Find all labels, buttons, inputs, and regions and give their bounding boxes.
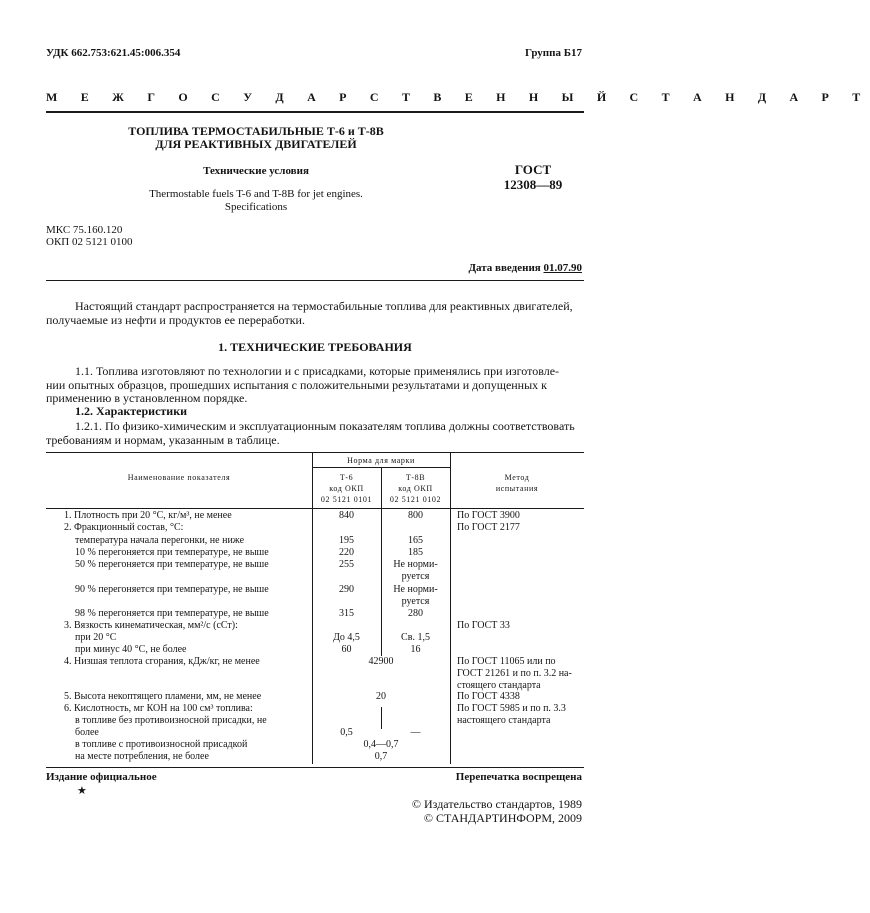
row-16-both: 0,4—0,7 [363,739,399,750]
subtitle: Технические условия [203,165,309,177]
row-7-t6: 315 [339,608,354,619]
row-9-name: при 20 °С [75,632,117,643]
row-11-method-2: ГОСТ 21261 и по п. 3.2 на- [457,668,572,679]
row-3-t6: 195 [339,535,354,546]
bottom-rule [46,767,584,768]
mks-code: МКС 75.160.120 [46,224,123,236]
row-11-method-3: стоящего стандарта [457,680,541,691]
header-t8-2: код ОКП [398,484,433,493]
header-t6-3: 02 5121 0101 [320,495,373,504]
gost-label: ГОСТ [514,162,552,177]
row-16-name: в топливе с противоизносной присадкой [75,739,248,750]
row-12-method: По ГОСТ 4338 [457,691,520,702]
introduction-date [468,262,582,274]
row-5-t8-cont: руется [401,571,430,582]
row-2-name: 2. Фракционный состав, °С: [64,522,184,533]
english-title-2: Specifications [224,201,288,213]
row-4-name: 10 % перегоняется при температуре, не выше [75,547,269,558]
row-14-name: в топливе без противоизносной присадки, не [75,715,267,726]
row-6-t6: 290 [339,584,354,595]
row-10-t8: 16 [410,644,421,655]
row-13-method-1: По ГОСТ 5985 и по п. 3.3 [457,703,566,714]
standard-banner: М Е Ж Г О С У Д А Р С Т В Е Н Н Ы Й С Т А Н Д А Р Т [46,90,870,104]
row-9-t6: До 4,5 [333,632,360,643]
row-8-name: 3. Вязкость кинематическая, мм²/с (сСт): [64,620,238,631]
body-divider-3 [450,508,451,764]
intro-date-label: Дата введения [468,262,541,274]
table-header-rule [46,508,584,509]
row-15-t6: 0,5 [340,727,353,738]
row-10-name: при минус 40 °С, не более [75,644,187,655]
top-rule [46,280,584,281]
header-method-2: испытания [495,484,539,493]
row-11-both: 42900 [368,656,394,667]
row-4-t8: 185 [408,547,423,558]
row-10-t6: 60 [341,644,352,655]
official-edition: Издание официальное [46,771,157,783]
row-11-method-1: По ГОСТ 11065 или по [457,656,556,667]
row-17-name: на месте потребления, не более [75,751,209,762]
gost-number: 12308—89 [503,177,563,192]
row-7-t8: 280 [408,608,423,619]
row-12-both: 20 [376,691,386,702]
row-1-t6: 840 [339,510,354,521]
intro-line-1: Настоящий стандарт распространяется на термостабильные топлива для реактивных двигателей, [75,299,573,313]
title-line-1: ТОПЛИВА ТЕРМОСТАБИЛЬНЫЕ Т-6 и Т-8В [128,124,384,138]
english-title-1: Thermostable fuels T-6 and T-8B for jet engines. [149,188,363,200]
row-7-name: 98 % перегоняется при температуре, не выше [75,608,269,619]
star-mark: ★ [77,785,87,797]
header-t6-2: код ОКП [329,484,364,493]
banner-rule [46,111,584,113]
udk-code: УДК 662.753:621.45:006.354 [46,47,181,59]
p12-heading: 1.2. Характеристики [75,404,188,418]
row-11-name: 4. Низшая теплота сгорания, кДж/кг, не менее [64,656,260,667]
row-15-t8: — [410,727,421,738]
row-8-method: По ГОСТ 33 [457,620,510,631]
row-1-name: 1. Плотность при 20 °С, кг/м³, не менее [64,510,232,521]
header-t8-1: Т-8В [405,473,426,482]
row-4-t6: 220 [339,547,354,558]
intro-date-value: 01.07.90 [543,262,582,274]
intro-line-2: получаемые из нефти и продуктов ее переработки. [46,313,305,327]
header-norm: Норма для марки [347,456,415,465]
group-code: Группа Б17 [525,47,582,59]
row-17-both: 0,7 [374,751,388,762]
row-3-t8: 165 [408,535,423,546]
row-6-name: 90 % перегоняется при температуре, не выше [75,584,269,595]
section-1-heading: 1. ТЕХНИЧЕСКИЕ ТРЕБОВАНИЯ [218,340,412,354]
row-13-method-2: настоящего стандарта [457,715,551,726]
row-1-method: По ГОСТ 3900 [457,510,520,521]
row-1-t8: 800 [408,510,423,521]
title-line-2: ДЛЯ РЕАКТИВНЫХ ДВИГАТЕЛЕЙ [155,137,357,151]
row-6-t8: Не норми- [393,584,438,595]
copyright-2: © СТАНДАРТИНФОРМ, 2009 [423,811,582,825]
p121-line-2: требованиям и нормам, указанным в таблице. [46,433,280,447]
copyright-1: © Издательство стандартов, 1989 [411,797,582,811]
p11-line-1: 1.1. Топлива изготовляют по технологии и с присадками, которые применялись при изготовле- [75,364,560,378]
header-t6-1: Т-6 [339,473,354,482]
row-6-t8-cont: руется [401,596,430,607]
row-2-method: По ГОСТ 2177 [457,522,520,533]
header-name: Наименование показателя [127,473,231,482]
body-divider-2b [381,707,382,729]
row-5-t6: 255 [339,559,354,570]
reprint-notice: Перепечатка воспрещена [455,771,582,783]
header-t8-3: 02 5121 0102 [389,495,442,504]
p11-line-2: нии опытных образцов, прошедших испытания с положительными результатами и допущенных к [46,378,547,392]
p11-line-3: применению в установленном порядке. [46,391,248,405]
row-9-t8: Св. 1,5 [401,632,430,643]
row-13-name: 6. Кислотность, мг КОН на 100 см³ топлива: [64,703,253,714]
row-15-name: более [75,727,99,738]
row-3-name: температура начала перегонки, не ниже [75,535,245,546]
row-5-name: 50 % перегоняется при температуре, не выше [75,559,269,570]
okp-code: ОКП 02 5121 0100 [46,236,133,248]
row-5-t8: Не норми- [393,559,438,570]
header-method-1: Метод [504,473,530,482]
p121-line-1: 1.2.1. По физико-химическим и эксплуатационным показателям топлива должны соответствовать [75,419,575,433]
table-top-rule [46,452,584,453]
row-12-name: 5. Высота некоптящего пламени, мм, не менее [64,691,262,702]
